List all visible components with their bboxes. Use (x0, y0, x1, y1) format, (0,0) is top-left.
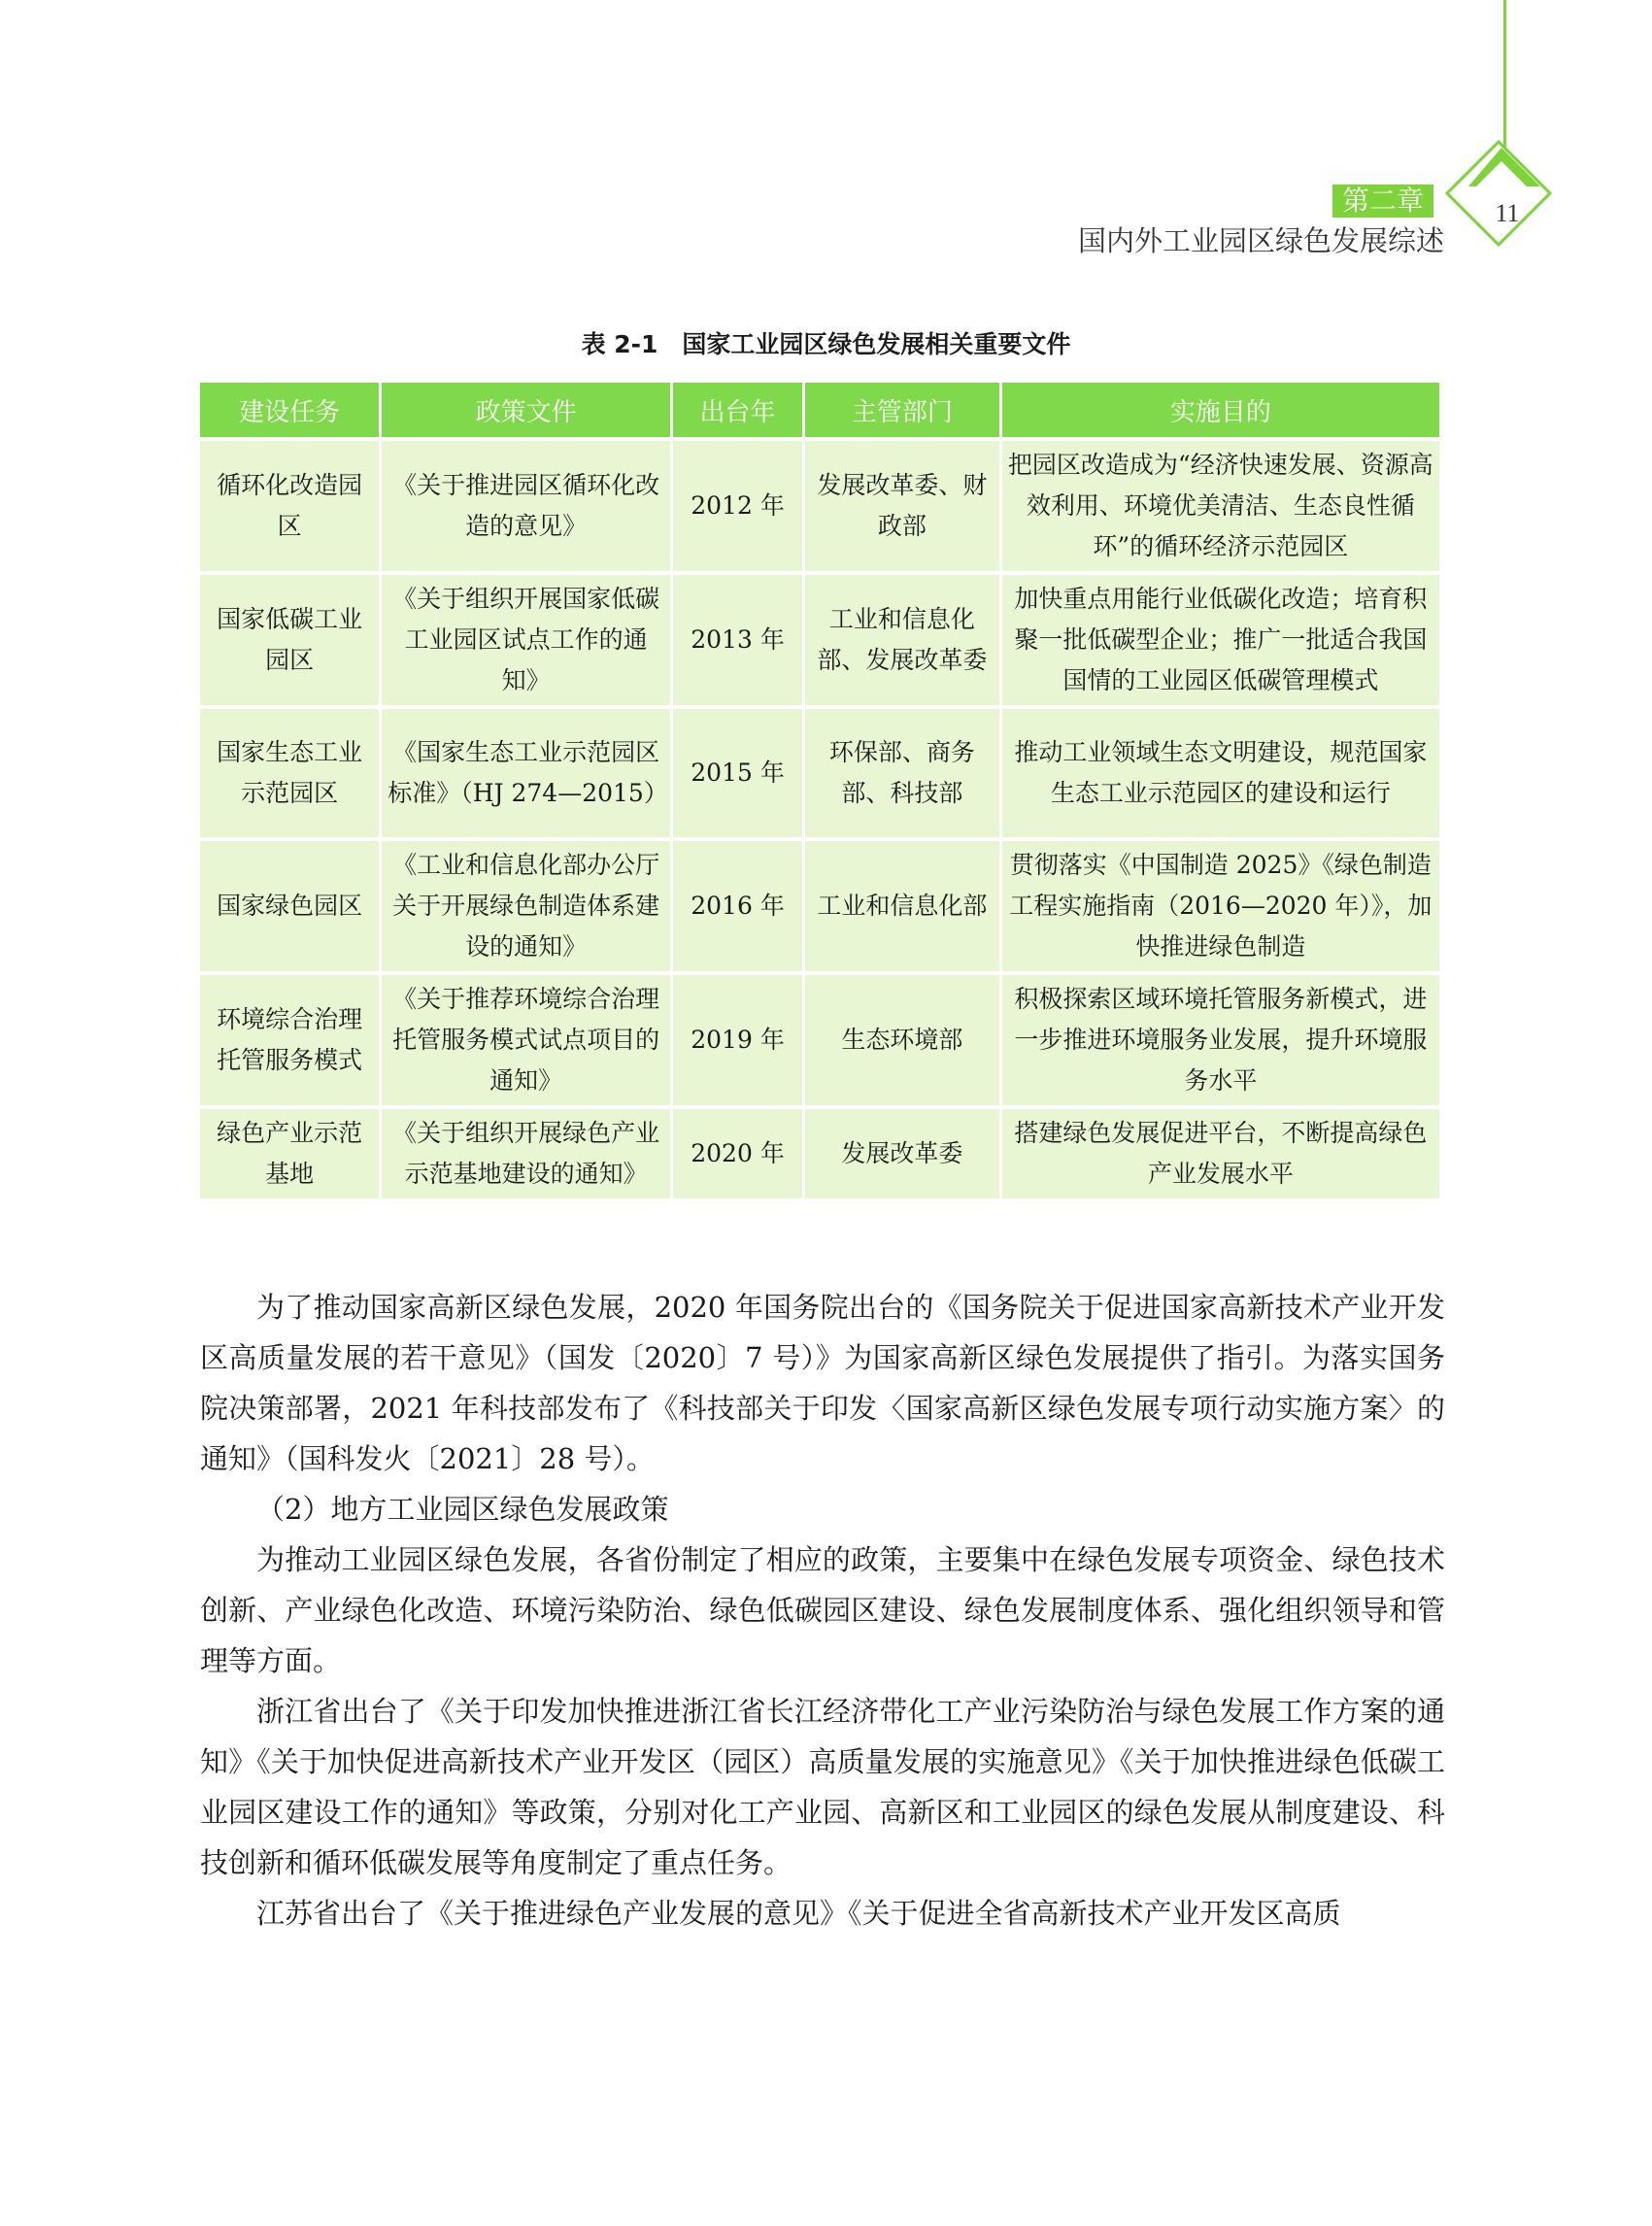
table-row (200, 975, 1439, 1105)
table-cell: 2020 年 (673, 1109, 802, 1198)
table-cell: 发展改革委、财政部 (805, 441, 999, 571)
paragraph: 为推动工业园区绿色发展，各省份制定了相应的政策，主要集中在绿色发展专项资金、绿色技术创新、产业绿色化改造、环境污染防治、绿色低碳园区建设、绿色发展制度体系、强化组织领导和管理等方面。 (200, 1543, 1445, 1677)
paragraph: 浙江省出台了《关于印发加快推进浙江省长江经济带化工产业污染防治与绿色发展工作方案的通知》《关于加快促进高新技术产业开发区（园区）高质量发展的实施意见》《关于加快推进绿色低碳工业园区建设工作的通知》等政策，分别对化工产业园、高新区和工业园区的绿色发展从制度建设、科技创新和循环低碳发展等角度制定了重点任务。 (200, 1695, 1445, 1879)
table-cell: 搭建绿色发展促进平台，不断提高绿色产业发展水平 (1002, 1109, 1439, 1198)
table-header-row (200, 383, 1439, 437)
table-cell: 2016 年 (673, 841, 802, 971)
table-cell: 环保部、商务部、科技部 (805, 709, 999, 837)
table-row (200, 841, 1439, 971)
column-header: 实施目的 (1002, 383, 1439, 437)
table-cell: 《关于推进园区循环化改造的意见》 (382, 441, 670, 571)
paragraph: 为了推动国家高新区绿色发展，2020 年国务院出台的《国务院关于促进国家高新技术产业开发区高质量发展的若干意见》（国发〔2020〕7 号）》为国家高新区绿色发展提供了指引。为落实国务院决策部署，2021 年科技部发布了《科技部关于印发〈国家高新区绿色发展专项行动实施方案〉的通知》（国科发火〔2021〕28 号）。 (200, 1291, 1445, 1475)
table-cell: 2012 年 (673, 441, 802, 571)
table-row (200, 575, 1439, 705)
table-cell: 2015 年 (673, 709, 802, 837)
column-header: 主管部门 (805, 383, 999, 437)
section-subheading: （2）地方工业园区绿色发展政策 (256, 1493, 669, 1526)
table-cell: 国家低碳工业园区 (200, 575, 379, 705)
body-text (200, 1282, 1445, 1939)
table-cell: 积极探索区域环境托管服务新模式，进一步推进环境服务业发展，提升环境服务水平 (1002, 975, 1439, 1105)
table-cell: 2013 年 (673, 575, 802, 705)
table-cell: 《关于组织开展国家低碳工业园区试点工作的通知》 (382, 575, 670, 705)
table-cell: 循环化改造园区 (200, 441, 379, 571)
column-header: 出台年 (673, 383, 802, 437)
table-cell: 《关于组织开展绿色产业示范基地建设的通知》 (382, 1109, 670, 1198)
table-cell: 国家生态工业示范园区 (200, 709, 379, 837)
table-cell: 《关于推荐环境综合治理托管服务模式试点项目的通知》 (382, 975, 670, 1105)
chapter-label: 第二章 (1332, 185, 1433, 218)
table-row (200, 1109, 1439, 1198)
column-header: 建设任务 (200, 383, 379, 437)
table-cell: 工业和信息化部、发展改革委 (805, 575, 999, 705)
table-cell: 贯彻落实《中国制造 2025》《绿色制造工程实施指南（2016—2020 年）》，加快推进绿色制造 (1002, 841, 1439, 971)
table-cell: 生态环境部 (805, 975, 999, 1105)
table-cell: 《工业和信息化部办公厅关于开展绿色制造体系建设的通知》 (382, 841, 670, 971)
chapter-title: 国内外工业园区绿色发展综述 (1077, 224, 1444, 257)
page-number: 11 (1495, 199, 1520, 227)
table-cell: 工业和信息化部 (805, 841, 999, 971)
policy-table (197, 379, 1442, 1202)
table-cell: 加快重点用能行业低碳化改造；培育积聚一批低碳型企业；推广一批适合我国国情的工业园区低碳管理模式 (1002, 575, 1439, 705)
table-row (200, 709, 1439, 837)
table-cell: 环境综合治理托管服务模式 (200, 975, 379, 1105)
table-caption: 表 2-1 国家工业园区绿色发展相关重要文件 (581, 330, 1071, 358)
header-accent-line (1503, 0, 1506, 155)
table-cell: 国家绿色园区 (200, 841, 379, 971)
table-cell: 发展改革委 (805, 1109, 999, 1198)
table-row (200, 441, 1439, 571)
table-cell: 把园区改造成为“经济快速发展、资源高效利用、环境优美清洁、生态良性循环”的循环经济示范园区 (1002, 441, 1439, 571)
paragraph: 江苏省出台了《关于推进绿色产业发展的意见》《关于促进全省高新技术产业开发区高质 (256, 1897, 1341, 1930)
column-header: 政策文件 (382, 383, 670, 437)
table-cell: 2019 年 (673, 975, 802, 1105)
table-cell: 推动工业领域生态文明建设，规范国家生态工业示范园区的建设和运行 (1002, 709, 1439, 837)
table-cell: 《国家生态工业示范园区标准》（HJ 274—2015） (382, 709, 670, 837)
diamond-accent-icon (1468, 148, 1540, 186)
table-cell: 绿色产业示范基地 (200, 1109, 379, 1198)
